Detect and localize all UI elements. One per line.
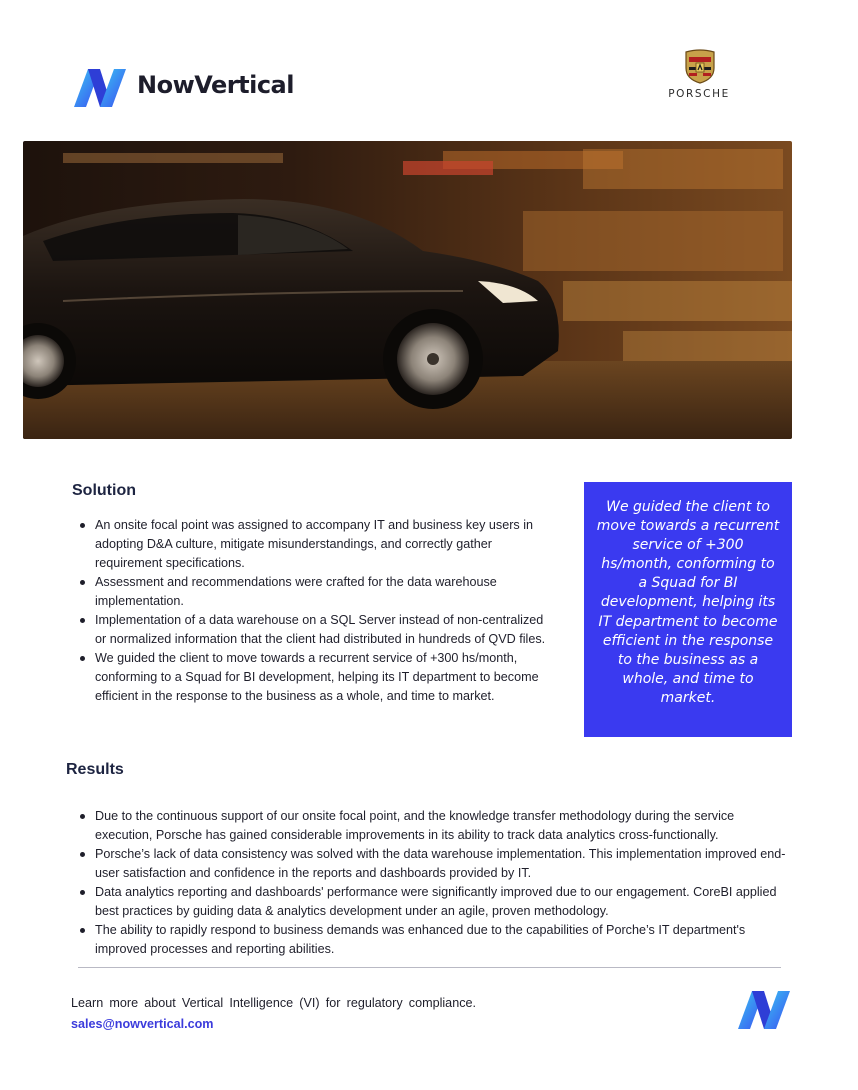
- email-link[interactable]: sales@nowvertical.com: [71, 1017, 214, 1031]
- nowvertical-n-logo-icon: [72, 66, 128, 110]
- footer-cta: [71, 993, 476, 1035]
- results-list: [78, 807, 793, 959]
- nowvertical-n-logo-icon: [736, 988, 792, 1032]
- list-item: Data analytics reporting and dashboards' performance were significantly improved due to our engagement. CoreBI applied best practices by guiding data & analytics development under an agile, proven methodology.: [78, 883, 793, 921]
- list-item: We guided the client to move towards a recurrent service of +300 hs/month, conforming to a Squad for BI development, helping its IT department to become efficient in the response to the business as a whole, and time to market.: [78, 649, 546, 706]
- highlight-quote-box: [584, 482, 792, 737]
- list-item: Due to the continuous support of our onsite focal point, and the knowledge transfer methodology during the service execution, Porsche has gained considerable improvements in its ability to track data analytics cross-functionally.: [78, 807, 793, 845]
- brand-name: NowVertical: [137, 71, 294, 99]
- solution-list: [78, 516, 546, 706]
- list-item: An onsite focal point was assigned to accompany IT and business key users in adopting D&A culture, mitigate misunderstandings, and correctly gather requirement specifications.: [78, 516, 546, 573]
- list-item: Implementation of a data warehouse on a SQL Server instead of non-centralized or normalized information that the client had distributed in hundreds of QVD files.: [78, 611, 546, 649]
- footer-text: Learn more about Vertical Intelligence (VI) for regulatory compliance.: [71, 996, 476, 1010]
- list-item: The ability to rapidly respond to business demands was enhanced due to the capabilities of Porche’s IT department's improved processes and reporting abilities.: [78, 921, 793, 959]
- porsche-crest-icon: [683, 48, 717, 84]
- highlight-quote-text: We guided the client to move towards a recurrent service of +300 hs/month, conforming to a Squad for BI development, helping its IT department to become efficient in the response to the business as a whole, and time to market.: [596, 499, 780, 706]
- list-item: Assessment and recommendations were crafted for the data warehouse implementation.: [78, 573, 546, 611]
- list-item: Porsche’s lack of data consistency was solved with the data warehouse implementation. This implementation improved end-user satisfaction and confidence in the reports and dashboards provided by IT.: [78, 845, 793, 883]
- divider: [78, 967, 781, 968]
- porsche-panamera-night-photo: [23, 141, 792, 439]
- porsche-wordmark: PORSCHE: [668, 88, 730, 100]
- solution-heading: Solution: [72, 482, 136, 499]
- results-heading: Results: [66, 761, 124, 778]
